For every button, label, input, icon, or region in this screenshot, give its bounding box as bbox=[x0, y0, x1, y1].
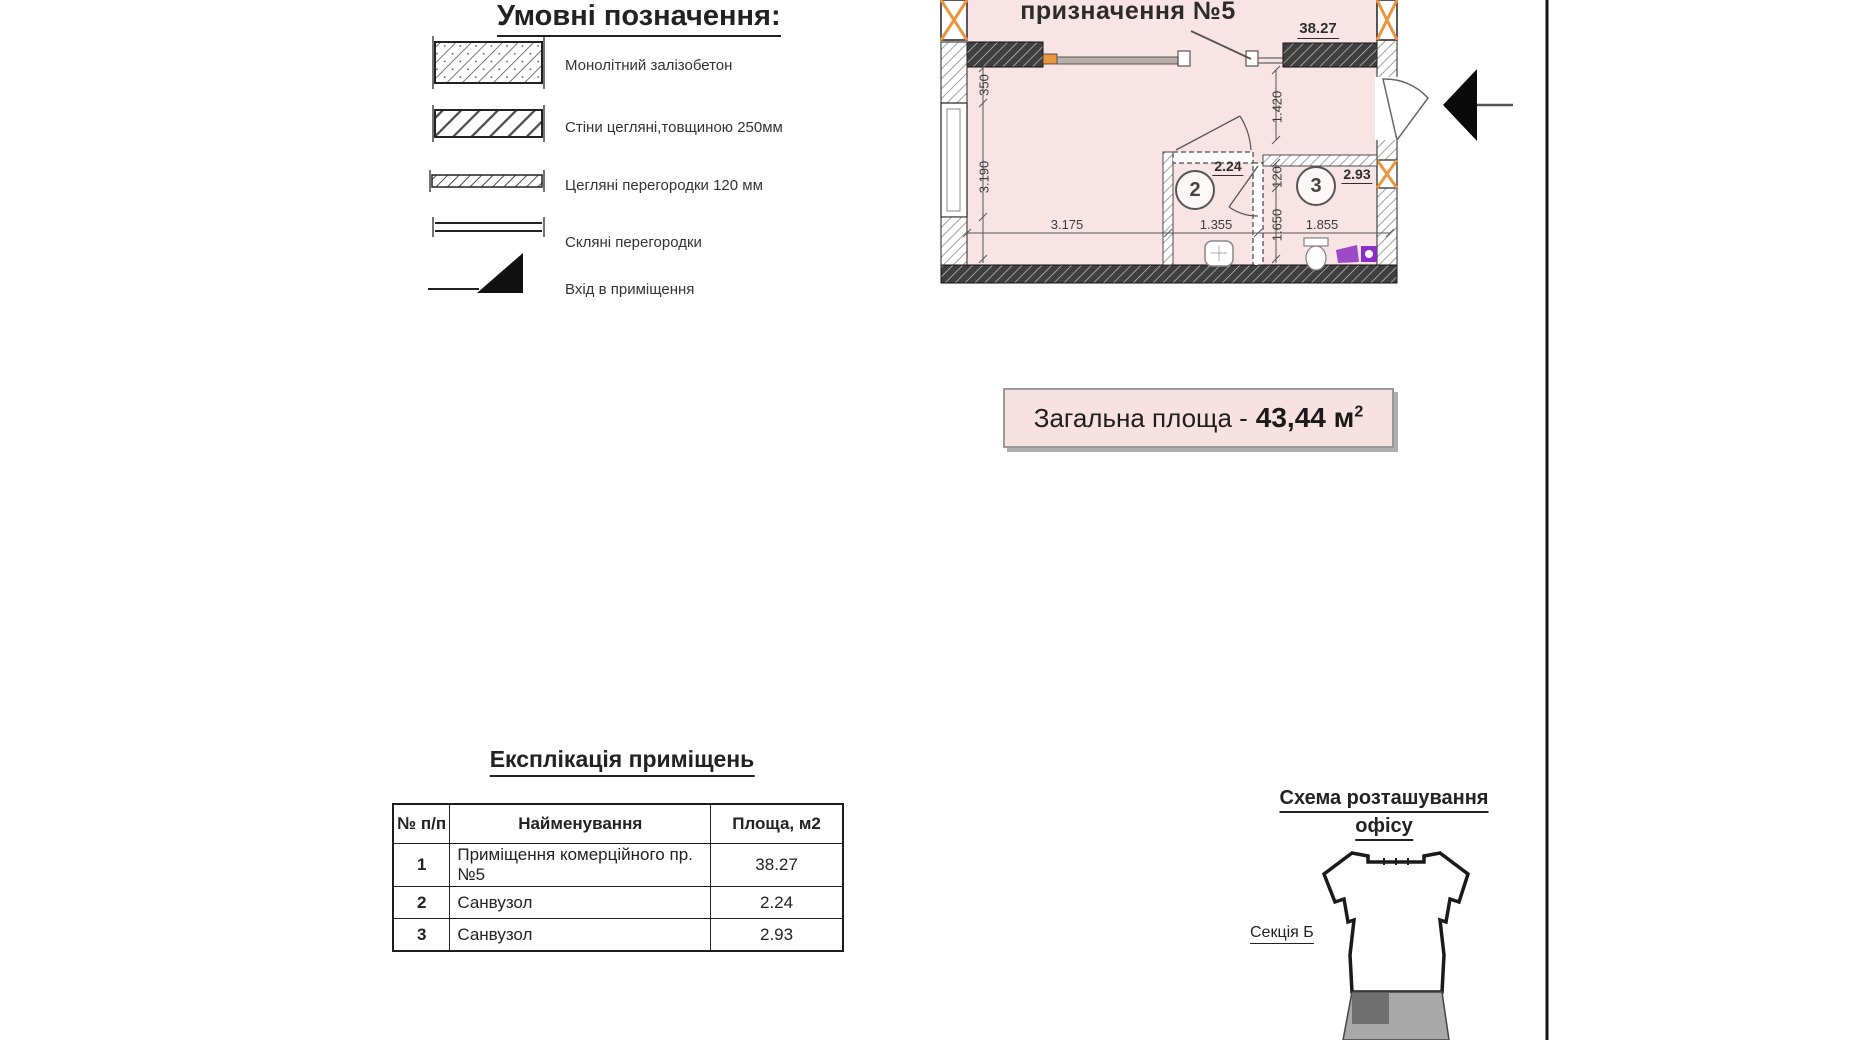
legend-item-concrete: Монолітний залізобетон bbox=[565, 57, 733, 74]
legend-item-brick-partition: Цегляні перегородки 120 мм bbox=[565, 177, 763, 194]
entrance-arrow bbox=[1443, 69, 1513, 141]
floor-plan bbox=[941, 0, 1513, 283]
table-row bbox=[393, 919, 843, 952]
row3-number: 3 bbox=[393, 919, 450, 952]
room2-area-label: 2.24 bbox=[1214, 158, 1242, 174]
schema-office-highlight bbox=[1352, 993, 1389, 1024]
row3-name: Санвузол bbox=[450, 919, 711, 952]
row3-area: 2.93 bbox=[711, 919, 843, 952]
dim-3175: 3.175 bbox=[1050, 217, 1084, 232]
explication-title: Експлікація приміщень bbox=[490, 746, 755, 777]
dim-1855: 1.855 bbox=[1305, 217, 1339, 232]
glass-partition bbox=[1057, 57, 1186, 64]
dim-120: 120 bbox=[1269, 166, 1285, 188]
table-row bbox=[393, 887, 843, 919]
dim-3190: 3.190 bbox=[976, 160, 992, 194]
dim-350: 350 bbox=[976, 74, 992, 96]
legend-symbol-glass-partition bbox=[433, 217, 544, 237]
legend-symbol-entrance-arrow bbox=[428, 253, 523, 293]
table-row bbox=[393, 844, 843, 887]
room3-number: 3 bbox=[1310, 175, 1322, 197]
row1-name: Приміщення комерційного пр. №5 bbox=[450, 844, 711, 887]
row1-number: 1 bbox=[393, 844, 450, 887]
schema-building bbox=[1324, 853, 1468, 1040]
room2-number: 2 bbox=[1189, 179, 1201, 201]
explication-table bbox=[392, 803, 844, 952]
legend-symbol-brick-wall bbox=[433, 105, 544, 142]
dim-1650: 1.650 bbox=[1269, 208, 1285, 242]
header-number: № п/п bbox=[393, 804, 450, 844]
legend-title: Умовні позначення: bbox=[497, 0, 781, 37]
header-name: Найменування bbox=[450, 804, 711, 844]
room5-area-label: 38.27 bbox=[1299, 20, 1337, 37]
dim-1355: 1.355 bbox=[1199, 217, 1233, 232]
section-b-label: Секція Б bbox=[1250, 924, 1314, 944]
column-x-right-wall bbox=[1377, 160, 1397, 188]
legend-symbol-concrete bbox=[433, 36, 544, 89]
toilet-tank bbox=[1304, 238, 1328, 246]
row2-area: 2.24 bbox=[711, 887, 843, 919]
row2-number: 2 bbox=[393, 887, 450, 919]
legend-item-brick-wall: Стіни цегляні,товщиною 250мм bbox=[565, 119, 783, 136]
plan-title: призначення №5 bbox=[1020, 0, 1236, 25]
header-area: Площа, м2 bbox=[711, 804, 843, 844]
schema-title-line2: офісу bbox=[1355, 815, 1413, 841]
room3-area-label: 2.93 bbox=[1343, 166, 1371, 182]
total-area-box bbox=[1003, 388, 1394, 448]
legend-item-entrance: Вхід в приміщення bbox=[565, 281, 695, 298]
row2-name: Санвузол bbox=[450, 887, 711, 919]
schema-title-line1: Схема розташування bbox=[1280, 787, 1489, 813]
toilet-bowl bbox=[1306, 246, 1326, 270]
row1-area: 38.27 bbox=[711, 844, 843, 887]
window bbox=[941, 103, 967, 217]
legend-symbol-brick-partition bbox=[430, 170, 544, 192]
table-header-row bbox=[393, 804, 843, 844]
total-area-value: 43,44 $м^2$ bbox=[1255, 402, 1364, 433]
legend-symbols bbox=[428, 36, 544, 293]
column-x-top-right bbox=[1377, 0, 1397, 40]
legend-item-glass-partition: Скляні перегородки bbox=[565, 234, 702, 251]
total-area-label: Загальна площа - bbox=[1033, 402, 1248, 433]
dim-1420: 1.420 bbox=[1269, 90, 1285, 124]
column-x-top-left bbox=[941, 0, 967, 40]
